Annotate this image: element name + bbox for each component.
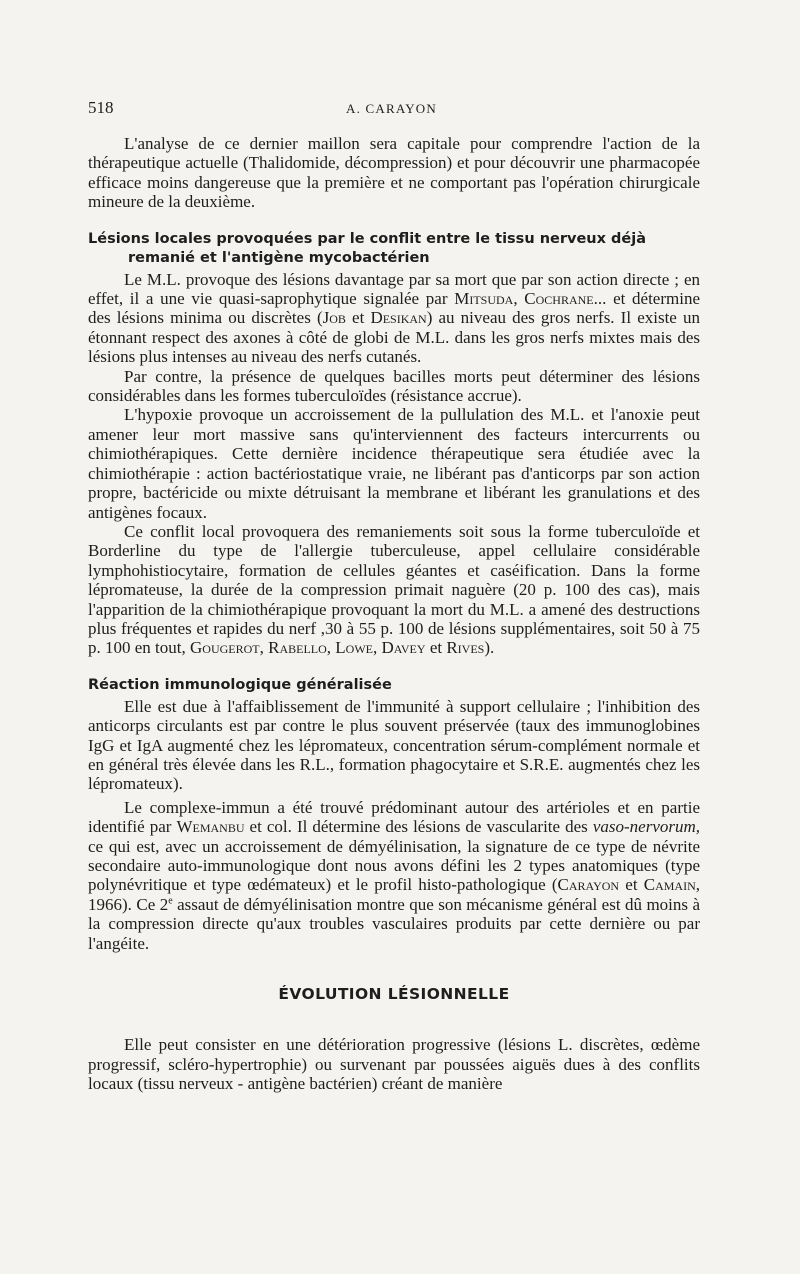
author-name: Carayon: [557, 875, 620, 895]
italic-term: vaso-nervorum,: [592, 817, 701, 837]
running-author: A. CARAYON: [346, 101, 437, 116]
section-heading-immunologic-reaction: Réaction immunologique généralisée: [88, 676, 392, 693]
paragraph: Ce conflit local provoquera des remaniements soit sous la forme tuberculoïde et Borderline du type de l'allergie tuberculeuse, appel cellulaire considérable lymphohistiocytaire, formation de cellules géantes et caséification. Dans la forme lépromateuse, la durée de la compression primait naguère (20 p. 100 des cas), mais l'apparition de la chimiothérapique provoquant la mort du M.L. a amené des destructions plus fréquentes et rapides du nerf ,30 à 55 p. 100 de lésions supplémentaires, soit 50 à 75 p. 100 en tout, Gougerot, Rabello, Lowe, Davey et Rives).: [88, 521, 700, 658]
page-number: 518: [88, 98, 114, 117]
heading-line-1: Lésions locales provoquées par le conflit entre le tissu nerveux déjà: [88, 230, 646, 247]
author-name: Wemanbu: [176, 817, 245, 837]
section-heading-evolution: ÉVOLUTION LÉSIONNELLE: [278, 985, 510, 1004]
intro-paragraph: L'analyse de ce dernier maillon sera capitale pour comprendre l'action de la thérapeutique actuelle (Thalidomide, décompression) et pour découvrir une pharmacopée efficace moins dangereuse que la première et ne comportant pas l'opération chirurgicale mineure de la deuxième.: [88, 134, 700, 212]
paragraph: Le M.L. provoque des lésions davantage par sa mort que par son action directe ; en effet, il a une vie quasi-saprophytique signalée par Mitsuda, Cochrane... et détermine des lésions minima ou discrètes (Job et Desikan) au niveau des gros nerfs. Il existe un étonnant respect des axones à côté de globi de M.L. dans les gros nerfs mixtes mais des lésions plus intenses au niveau des nerfs cutanés.: [88, 269, 700, 367]
author-name: Davey: [381, 638, 426, 658]
paragraph: Elle est due à l'affaiblissement de l'immunité à support cellulaire ; l'inhibition des anticorps circulants est par contre le plus souvent préservée (taux des immunoglobines IgG et IgA augmenté chez les lépromateux, concentration sérum-complément normale et en général très élevée dans les R.L., formation phagocytaire et S.R.E. augmentés chez les lépromateux).: [88, 696, 700, 794]
author-name: Desikan: [370, 308, 427, 328]
author-name: Rives: [446, 638, 485, 658]
paragraph: Par contre, la présence de quelques bacilles morts peut déterminer des lésions considérables dans les formes tuberculoïdes (résistance accrue).: [88, 366, 700, 406]
paragraph: Le complexe-immun a été trouvé prédominant autour des artérioles et en partie identifié par Wemanbu et col. Il détermine des lésions de vascularite des vaso-nervorum, ce qui est, avec un accroissement de démyélinisation, la signature de ce type de névrite secondaire auto-immunologique dont nous avons défini les 2 types anatomiques (type polynévritique et type œdémateux) et le profil histo-pathologique (Carayon et Camain, 1966). Ce 2e assaut de démyélinisation montre que son mécanisme général est dû moins à la compression directe qu'aux troubles vasculaires produits par cette dernière ou par l'angéite.: [88, 797, 701, 953]
paragraph: L'hypoxie provoque un accroissement de la pullulation des M.L. et l'anoxie peut amener leur mort massive sans qu'interviennent des facteurs intercurrents ou chimiothérapiques. Cette dernière incidence thérapeutique sera étudiée avec la chimiothérapie : action bactériostatique vraie, ne libérant pas d'anticorps par son action propre, bactéricide ou mixte détruisant la membrane et libérant les granulations et des antigènes focaux.: [88, 405, 700, 522]
author-name: Camain: [643, 875, 696, 895]
document-page: [88, 98, 700, 1094]
author-name: Rabello: [268, 638, 327, 658]
running-header: [88, 98, 700, 124]
author-name: Mitsuda: [454, 289, 514, 309]
paragraph: Elle peut consister en une détérioration progressive (lésions L. discrètes, œdème progressif, scléro-hypertrophie) ou survenant par poussées aiguës dues à des conflits locaux (tissu nerveux - antigène bactérien) créant de manière: [88, 1035, 700, 1094]
heading-line-2: remanié et l'antigène mycobactérien: [128, 249, 430, 266]
author-name: Lowe: [335, 638, 373, 658]
author-name: Gougerot: [190, 638, 260, 658]
section-heading-local-lesions: [88, 230, 700, 268]
author-name: Cochrane: [524, 289, 594, 309]
superscript: e: [168, 895, 173, 907]
author-name: Job: [322, 308, 346, 328]
